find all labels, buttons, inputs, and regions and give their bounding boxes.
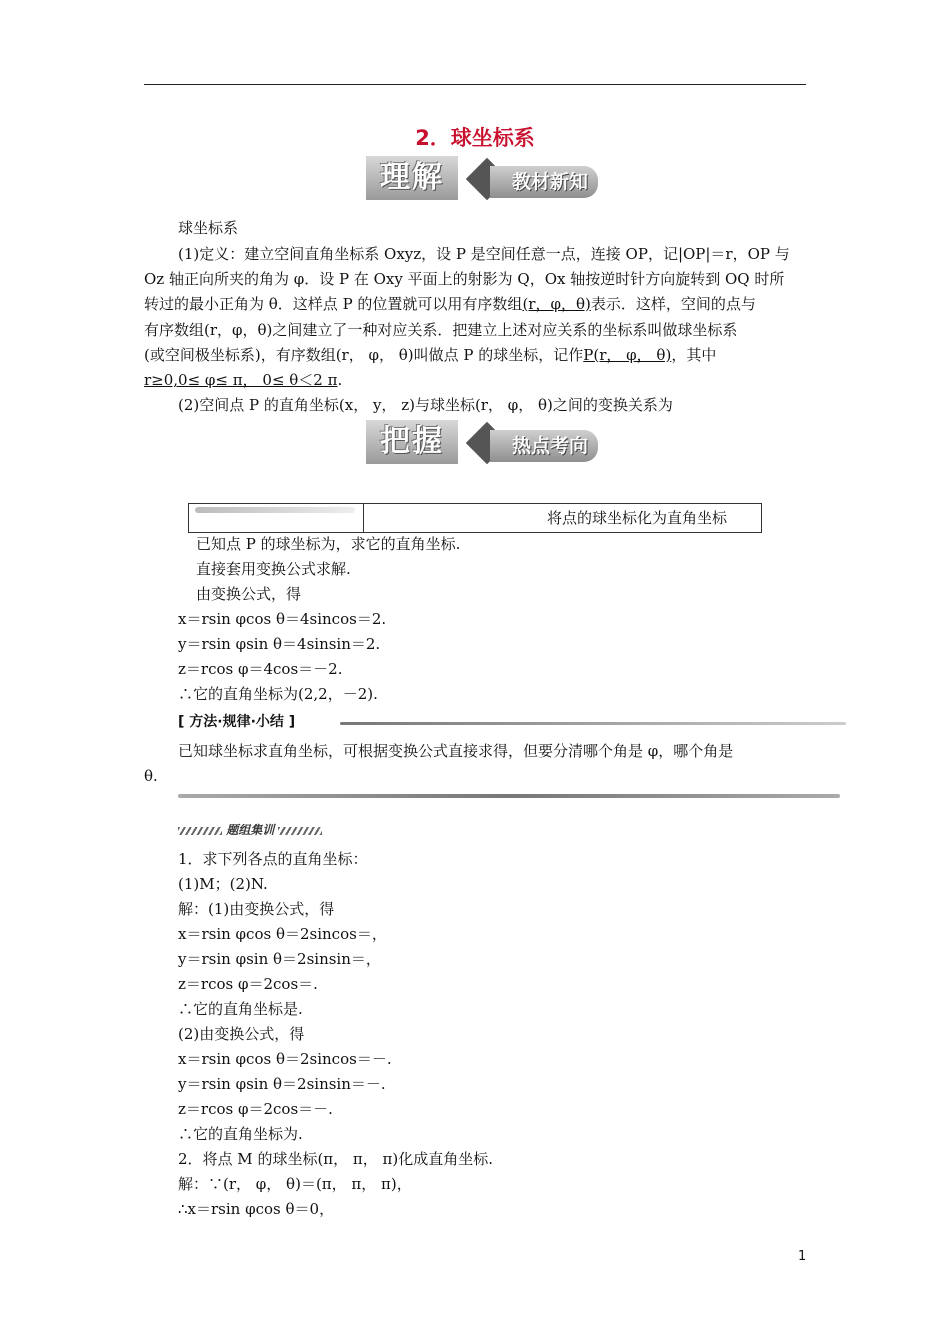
def-line-3 xyxy=(144,294,756,314)
banner-small-text: 热点考向 xyxy=(490,430,598,462)
exercise-line-11: z＝rcos φ＝2cos＝－. xyxy=(178,1100,333,1118)
exercise-line-14: 解：∵(r， φ， θ)＝(π， π， π)， xyxy=(178,1175,412,1193)
exercise-line-5: y＝rsin φsin θ＝2sinsin＝， xyxy=(178,950,381,968)
exercise-line-13: 2．将点 M 的球坐标(π， π， π)化成直角坐标. xyxy=(178,1150,494,1168)
exercise-line-6: z＝rcos φ＝2cos＝. xyxy=(178,975,318,993)
def-line-2: Oz 轴正向所夹的角为 φ．设 P 在 Oxy 平面上的射影为 Q，Ox 轴按逆时针方向旋转到 OQ 时所 xyxy=(144,270,785,288)
def-line-3-text: 转过的最小正角为 θ．这样点 P 的位置就可以用有序数组 xyxy=(144,295,523,313)
method-bottom-bar xyxy=(178,794,840,798)
exercise-line-1: 1．求下列各点的直角坐标： xyxy=(178,850,368,868)
exercise-line-4: x＝rsin φcos θ＝2sincos＝， xyxy=(178,925,387,943)
hatch-left xyxy=(178,827,222,835)
exercise-line-12: ∴它的直角坐标为. xyxy=(178,1125,303,1143)
def-line-1: (1)定义：建立空间直角坐标系 Oxyz，设 P 是空间任意一点，连接 OP，记|OP|＝r，OP 与 xyxy=(178,245,790,263)
example-line-6: z＝rcos φ＝4cos＝－2. xyxy=(178,660,343,678)
banner-small-text: 教材新知 xyxy=(490,166,598,198)
exercise-line-2: (1)M；(2)N. xyxy=(178,875,268,893)
method-heading: [ 方法·规律·小结 ] xyxy=(178,714,296,730)
notation-underlined: P(r， φ， θ) xyxy=(583,346,672,364)
example-line-1: 已知点 P 的球坐标为，求它的直角坐标. xyxy=(196,535,461,553)
banner-big-text: 理解 xyxy=(366,156,458,200)
example-heading-label: 将点的球坐标化为直角坐标 xyxy=(547,509,728,527)
banner-grasp xyxy=(366,420,626,466)
exercise-line-8: (2)由变换公式，得 xyxy=(178,1025,305,1043)
exercise-line-9: x＝rsin φcos θ＝2sincos＝－. xyxy=(178,1050,392,1068)
def-line-7: (2)空间点 P 的直角坐标(x， y， z)与球坐标(r， φ， θ)之间的变换关系为 xyxy=(178,396,673,414)
tag-strip xyxy=(195,507,355,513)
exercise-line-10: y＝rsin φsin θ＝2sinsin＝－. xyxy=(178,1075,386,1093)
def-line-5 xyxy=(144,345,716,365)
example-heading-box xyxy=(188,503,762,533)
exercise-line-7: ∴它的直角坐标是. xyxy=(178,1000,303,1018)
example-line-7: ∴它的直角坐标为(2,2，－2). xyxy=(178,685,378,703)
example-tag-cell xyxy=(189,504,364,532)
example-line-5: y＝rsin φsin θ＝4sinsin＝2. xyxy=(178,635,381,653)
section-heading: 球坐标系 xyxy=(178,219,239,237)
def-line-5-text: (或空间极坐标系)，有序数组(r， φ， θ)叫做点 P 的球坐标，记作 xyxy=(144,346,584,364)
range-underlined: r≥0,0≤ φ≤ π， 0≤ θ＜2 π xyxy=(144,371,338,389)
header-rule xyxy=(144,84,806,85)
def-line-3-tail: 表示．这样，空间的点与 xyxy=(590,295,756,313)
def-line-4: 有序数组(r，φ，θ)之间建立了一种对应关系．把建立上述对应关系的坐标系叫做球坐标系 xyxy=(144,321,738,339)
method-line-2: θ. xyxy=(144,767,158,785)
page-number: 1 xyxy=(798,1249,807,1264)
tuple-underlined: (r，φ，θ) xyxy=(522,295,591,313)
group-heading-text: 题组集训 xyxy=(226,823,275,837)
hatch-right xyxy=(278,827,322,835)
def-line-5-tail: ，其中 xyxy=(671,346,717,364)
banner-understand xyxy=(366,156,626,202)
example-line-3: 由变换公式，得 xyxy=(196,585,302,603)
group-heading xyxy=(178,822,322,838)
range-end: . xyxy=(337,371,343,389)
exercise-line-15: ∴x＝rsin φcos θ＝0， xyxy=(178,1200,335,1218)
banner-big-text: 把握 xyxy=(366,420,458,464)
def-line-6 xyxy=(144,370,342,390)
page-title: 2．球坐标系 xyxy=(415,126,535,150)
example-line-2: 直接套用变换公式求解. xyxy=(196,560,351,578)
exercise-line-3: 解：(1)由变换公式，得 xyxy=(178,900,335,918)
method-divider xyxy=(340,722,846,725)
method-line-1: 已知球坐标求直角坐标，可根据变换公式直接求得，但要分清哪个角是 φ，哪个角是 xyxy=(178,742,734,760)
example-line-4: x＝rsin φcos θ＝4sincos＝2. xyxy=(178,610,387,628)
